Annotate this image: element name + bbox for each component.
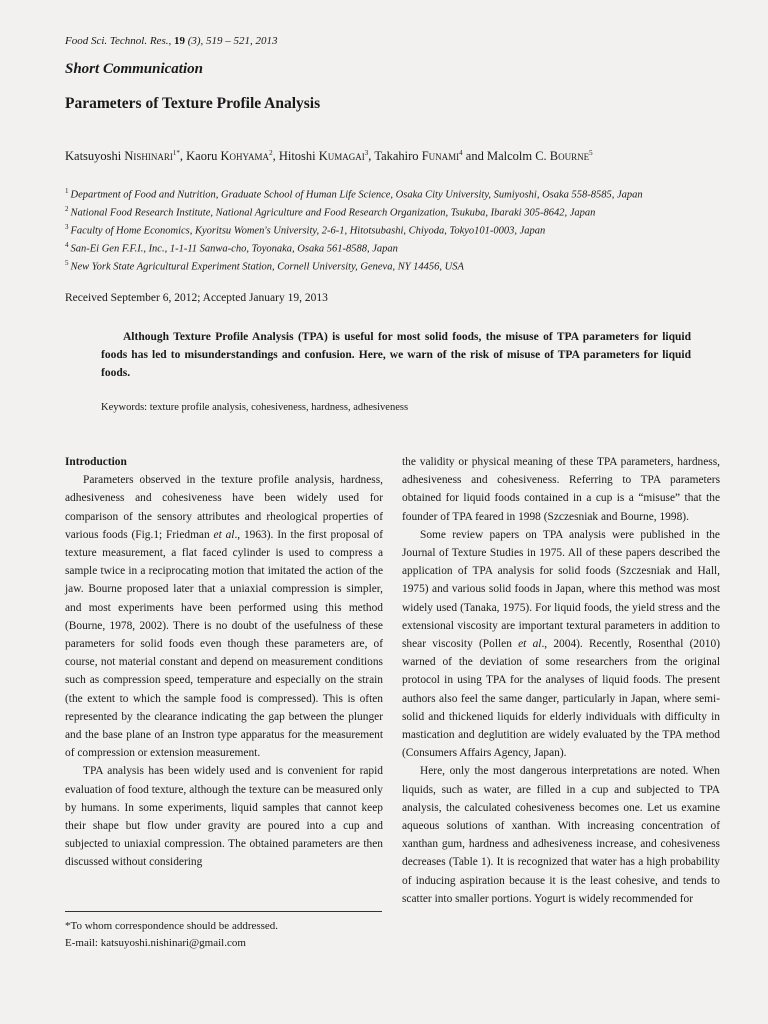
section-type: Short Communication [65, 61, 203, 77]
paragraph: Parameters observed in the texture profile analysis, hardness, adhesiveness and cohesiveness have been widely used for comparison of the sensory attributes and rheological properties of various foods (Fig.1; Friedman et al., 1963). In the first proposal of texture measurement, a flat faced cylinder is used to compress a sample twice in a reciprocating motion that imitated the action of the jaw. Bourne proposed later that a uniaxial compression is simpler, and most experiments have been performed using this method (Bourne, 1978, 2002). There is no doubt of the usefulness of these parameters for solid foods even though these parameters are, of course, not material constant and depend on measurement conditions such as compression speed, temperature and especially on the strain (the extent to which the sample food is compressed). This is often represented by the clearance indicating the gap between the plunger and the base plane of an Instron type apparatus for the measurement of compression or extension measurement. [65, 474, 383, 760]
author: Hitoshi Kumagai$^3$, [278, 149, 375, 164]
footnote-line: *To whom correspondence should be addressed. [65, 920, 279, 932]
section-heading-introduction: Introduction [65, 456, 127, 468]
paper-title: Parameters of Texture Profile Analysis [65, 95, 321, 112]
correspondence-footnote [65, 918, 278, 952]
paragraph: Here, only the most dangerous interpretations are noted. When liquids, such as water, are filled in a cup and subjected to TPA analysis, the calculated cohesiveness becomes one. Let us examine aqueous solutions of xanthan. With increasing concentration of xanthan gum, hardness and adhesiveness increase, and cohesiveness decreases (Table 1). It is recognized that water has a high probability of inducing aspiration because it is the least cohesive, and tends to scatter into smaller portions. Yogurt is widely recommended for [402, 765, 720, 905]
abstract: Although Texture Profile Analysis (TPA) is useful for most solid foods, the misuse of TPA parameters for liquid foods has led to misunderstandings and confusion. Here, we warn of the risk of misuse of TPA parameters for liquid foods. [101, 331, 691, 379]
right-column [402, 453, 720, 908]
affiliation: $^1$ Department of Food and Nutrition, Graduate School of Human Life Science, Osaka City University, Sumiyoshi, Osaka 558-8585, Japan [65, 187, 643, 201]
received-dates: Received September 6, 2012; Accepted January 19, 2013 [65, 292, 328, 304]
author: Katsuyoshi Nishinari$^{1*}$, [65, 149, 187, 164]
author: Takahiro Funami$^4$ and [374, 149, 487, 164]
journal-issue-pages: (3), 519 – 521, 2013 [184, 35, 278, 47]
journal-volume: 19 [173, 35, 185, 47]
affiliation: $^2$ National Food Research Institute, National Agriculture and Food Research Organization, Tsukuba, Ibaraki 305-8642, Japan [65, 205, 596, 219]
journal-citation: Food Sci. Technol. Res., 19 (3), 519 – 521, 2013 [65, 35, 278, 47]
author: Kaoru Kohyama$^2$, [186, 149, 279, 164]
affiliation: $^4$ San-Ei Gen F.F.I., Inc., 1-1-11 Sanwa-cho, Toyonaka, Osaka 561-8588, Japan [65, 241, 398, 255]
footnote-email: E-mail: katsuyoshi.nishinari@gmail.com [65, 937, 246, 949]
affiliation-list [65, 182, 725, 272]
journal-name: Food Sci. Technol. Res. [65, 35, 169, 47]
author-list [65, 149, 593, 164]
keywords: Keywords: texture profile analysis, cohesiveness, hardness, adhesiveness [101, 402, 409, 413]
footnote-divider [65, 911, 382, 912]
left-column [65, 453, 383, 872]
paragraph: the validity or physical meaning of these TPA parameters, hardness, adhesiveness and cohesiveness. Referring to TPA parameters obtained for liquid foods contained in a cup is a “misuse” that the founder of TPA feared in 1998 (Szczesniak and Bourne, 1998). [402, 456, 720, 523]
affiliation: $^5$ New York State Agricultural Experiment Station, Cornell University, Geneva, NY 14456, USA [65, 259, 464, 273]
paragraph: TPA analysis has been widely used and is convenient for rapid evaluation of food texture, although the texture can be measured only by humans. In some experiments, liquid samples that cannot keep their shape but flow under gravity are poured into a cup and subjected to uniaxial compression. The obtained parameters are then discussed without considering [65, 765, 383, 869]
paragraph: Some review papers on TPA analysis were published in the Journal of Texture Studies in 1975. All of these papers described the application of TPA analysis for solid foods (Szczesniak and Hall, 1975) and various solid foods in Japan, where this method was most widely used (Tanaka, 1975). For liquid foods, the yield stress and the extensional viscosity are important textural parameters in addition to shear viscosity (Pollen et al., 2004). Recently, Rosenthal (2010) warned of the deviation of some researchers from the original protocol in using TPA for the analyses of liquid foods. The present authors also feel the same danger, particularly in Japan, where semi-solid and thickened liquids for elderly individuals with difficulty in mastication and deglutition are widely evaluated by the TPA method (Consumers Affairs Agency, Japan). [402, 528, 720, 760]
author: Malcolm C. Bourne$^5$ [486, 149, 593, 164]
affiliation: $^3$ Faculty of Home Economics, Kyoritsu Women's University, 2-6-1, Hitotsubashi, Chiyoda, Tokyo101-0003, Japan [65, 223, 546, 237]
